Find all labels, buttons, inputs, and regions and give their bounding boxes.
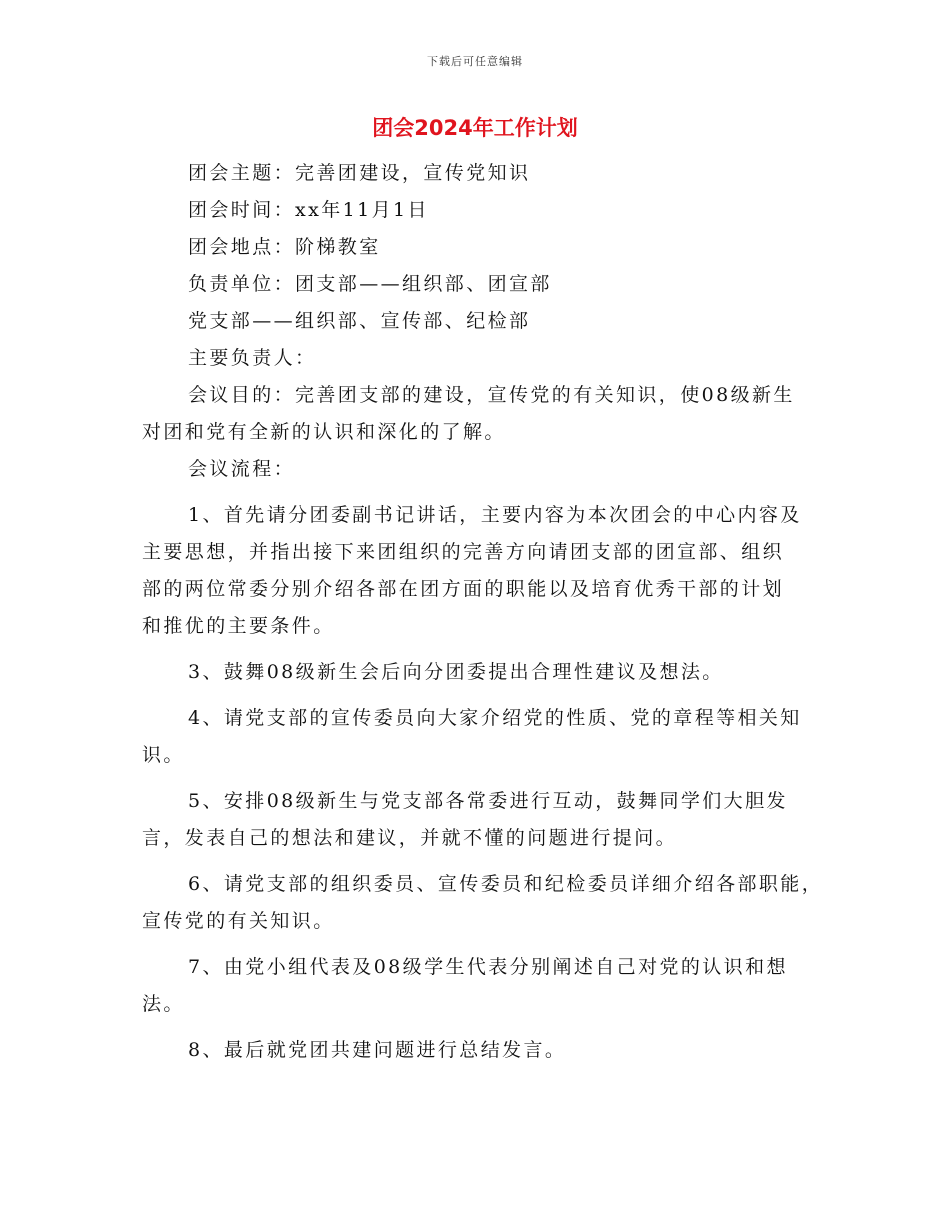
process-heading: 会议流程： (188, 458, 296, 480)
meeting-time-line: 团会时间：xx年11月1日 (188, 199, 429, 221)
party-branch-line: 党支部——组织部、宣传部、纪检部 (188, 310, 531, 332)
main-responsible-line: 主要负责人： (188, 347, 317, 369)
item-8-line-1: 8、最后就党团共建问题进行总结发言。 (188, 1039, 567, 1061)
item-7-line-1: 7、由党小组代表及08级学生代表分别阐述自己对党的认识和想 (188, 956, 788, 978)
item-4-line-2: 识。 (142, 744, 185, 766)
item-1-line-2: 主要思想，并指出接下来团组织的完善方向请团支部的团宣部、组织 (142, 541, 785, 563)
document-body (142, 155, 824, 1069)
responsible-unit-line: 负责单位：团支部——组织部、团宣部 (188, 273, 552, 295)
item-6-line-2: 宣传党的有关知识。 (142, 910, 335, 932)
meeting-location-line: 团会地点：阶梯教室 (188, 236, 381, 258)
item-1-line-3: 部的两位常委分别介绍各部在团方面的职能以及培育优秀干部的计划 (142, 578, 785, 600)
purpose-line-1: 会议目的：完善团支部的建设，宣传党的有关知识，使08级新生 (188, 384, 795, 406)
item-5-line-2: 言，发表自己的想法和建议，并就不懂的问题进行提问。 (142, 827, 678, 849)
item-4-line-1: 4、请党支部的宣传委员向大家介绍党的性质、党的章程等相关知 (188, 707, 802, 729)
item-5-line-1: 5、安排08级新生与党支部各常委进行互动，鼓舞同学们大胆发 (188, 790, 788, 812)
item-1-line-1: 1、首先请分团委副书记讲话，主要内容为本次团会的中心内容及 (188, 504, 802, 526)
item-7-line-2: 法。 (142, 993, 185, 1015)
purpose-line-2: 对团和党有全新的认识和深化的了解。 (142, 421, 506, 443)
meeting-theme-line: 团会主题：完善团建设，宣传党知识 (188, 162, 531, 184)
item-1-line-4: 和推优的主要条件。 (142, 615, 335, 637)
item-3-line-1: 3、鼓舞08级新生会后向分团委提出合理性建议及想法。 (188, 661, 724, 683)
page-title: 团会2024年工作计划 (372, 116, 578, 140)
header-note: 下载后可任意编辑 (427, 55, 523, 68)
item-6-line-1: 6、请党支部的组织委员、宣传委员和纪检委员详细介绍各部职能， (188, 873, 824, 895)
